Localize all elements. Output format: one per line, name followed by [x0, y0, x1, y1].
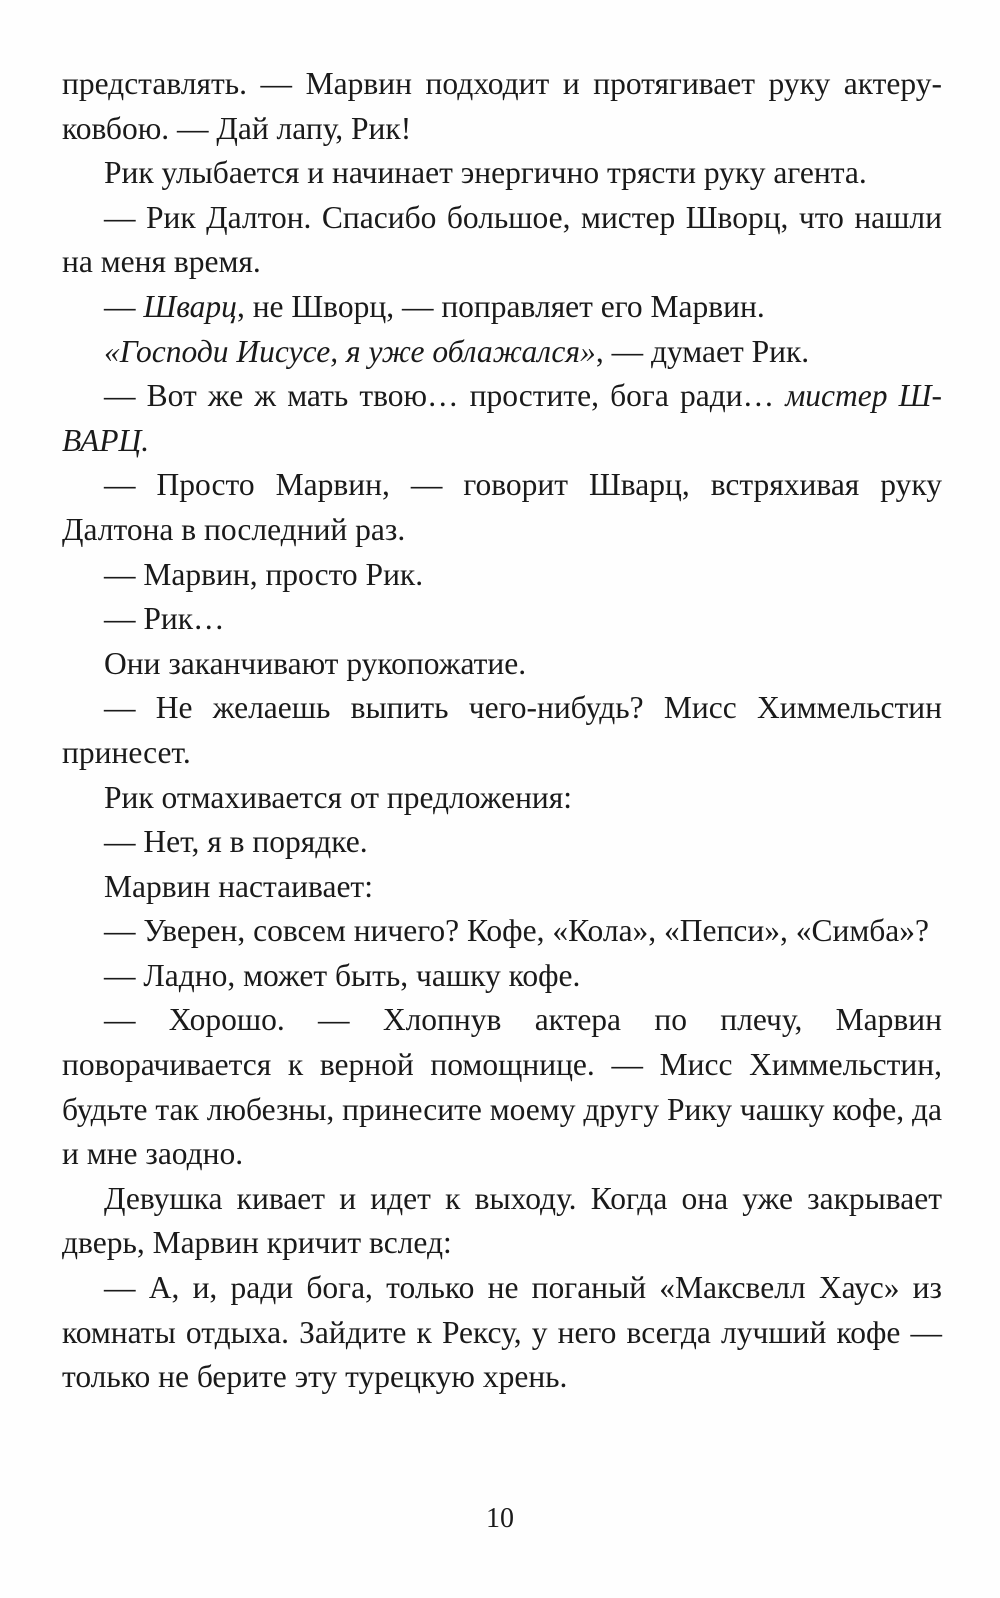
- text-run: — Ладно, может быть, чашку кофе.: [104, 957, 581, 993]
- text-run: Они заканчивают рукопожатие.: [104, 645, 527, 681]
- paragraph: [62, 865, 942, 910]
- paragraph: [62, 285, 942, 330]
- body-text: [62, 62, 942, 1400]
- paragraph: [62, 776, 942, 821]
- italic-text: «Господи Иисусе, я уже облажался»: [104, 333, 596, 369]
- text-run: Марвин настаивает:: [104, 868, 373, 904]
- paragraph: [62, 196, 942, 285]
- text-run: — Просто Марвин, — говорит Шварц, встряхивая руку Далтона в последний раз.: [62, 467, 942, 547]
- paragraph: [62, 998, 942, 1176]
- text-run: — Не желаешь выпить чего-нибудь? Мисс Химмельстин принесет.: [62, 690, 942, 770]
- text-run: — Уверен, совсем ничего? Кофе, «Кола», «Пепси», «Симба»?: [104, 913, 930, 949]
- italic-text: мистер Ш-ВАРЦ.: [62, 378, 942, 458]
- text-run: — Хорошо. — Хлопнув актера по плечу, Марвин поворачивается к верной помощнице. — Мисс Химмельстин, будьте так любезны, принесите моему другу Рику чашку кофе, да и мне заодно.: [62, 1002, 943, 1172]
- paragraph: [62, 553, 942, 598]
- text-run: — Вот же ж мать твою… простите, бога ради…: [104, 378, 786, 414]
- text-run: —: [104, 288, 144, 324]
- text-run: Рик улыбается и начинает энергично трясти руку агента.: [104, 155, 867, 191]
- paragraph: [62, 330, 942, 375]
- paragraph: [62, 151, 942, 196]
- text-run: — Рик Далтон. Спасибо большое, мистер Шворц, что нашли на меня время.: [62, 199, 942, 280]
- paragraph: [62, 820, 942, 865]
- paragraph: [62, 374, 942, 463]
- paragraph: [62, 1266, 942, 1400]
- paragraph: [62, 642, 942, 687]
- paragraph: [62, 686, 942, 775]
- paragraph: [62, 597, 942, 642]
- text-run: Девушка кивает и идет к выходу. Когда она уже закрывает дверь, Марвин кричит вслед:: [62, 1180, 942, 1261]
- text-run: , не Шворц, — поправляет его Марвин.: [236, 288, 765, 324]
- paragraph: [62, 909, 942, 954]
- text-run: — А, и, ради бога, только не поганый «Максвелл Хаус» из комнаты отдыха. Зайдите к Рексу, у него всегда лучший кофе — только не берите эту турецкую хрень.: [62, 1270, 942, 1395]
- paragraph: [62, 463, 942, 552]
- text-run: — Марвин, просто Рик.: [104, 556, 424, 592]
- text-run: представлять. — Марвин подходит и протягивает руку актеру-ковбою. — Дай лапу, Рик!: [62, 66, 942, 146]
- italic-text: Шварц: [143, 288, 237, 324]
- page-number: 10: [486, 1503, 514, 1534]
- text-run: , — думает Рик.: [595, 333, 810, 369]
- text-run: — Рик…: [104, 601, 225, 637]
- text-run: — Нет, я в порядке.: [104, 824, 368, 860]
- text-run: Рик отмахивается от предложения:: [104, 779, 573, 815]
- paragraph: [62, 954, 942, 999]
- paragraph: [62, 1177, 942, 1266]
- paragraph: [62, 62, 942, 151]
